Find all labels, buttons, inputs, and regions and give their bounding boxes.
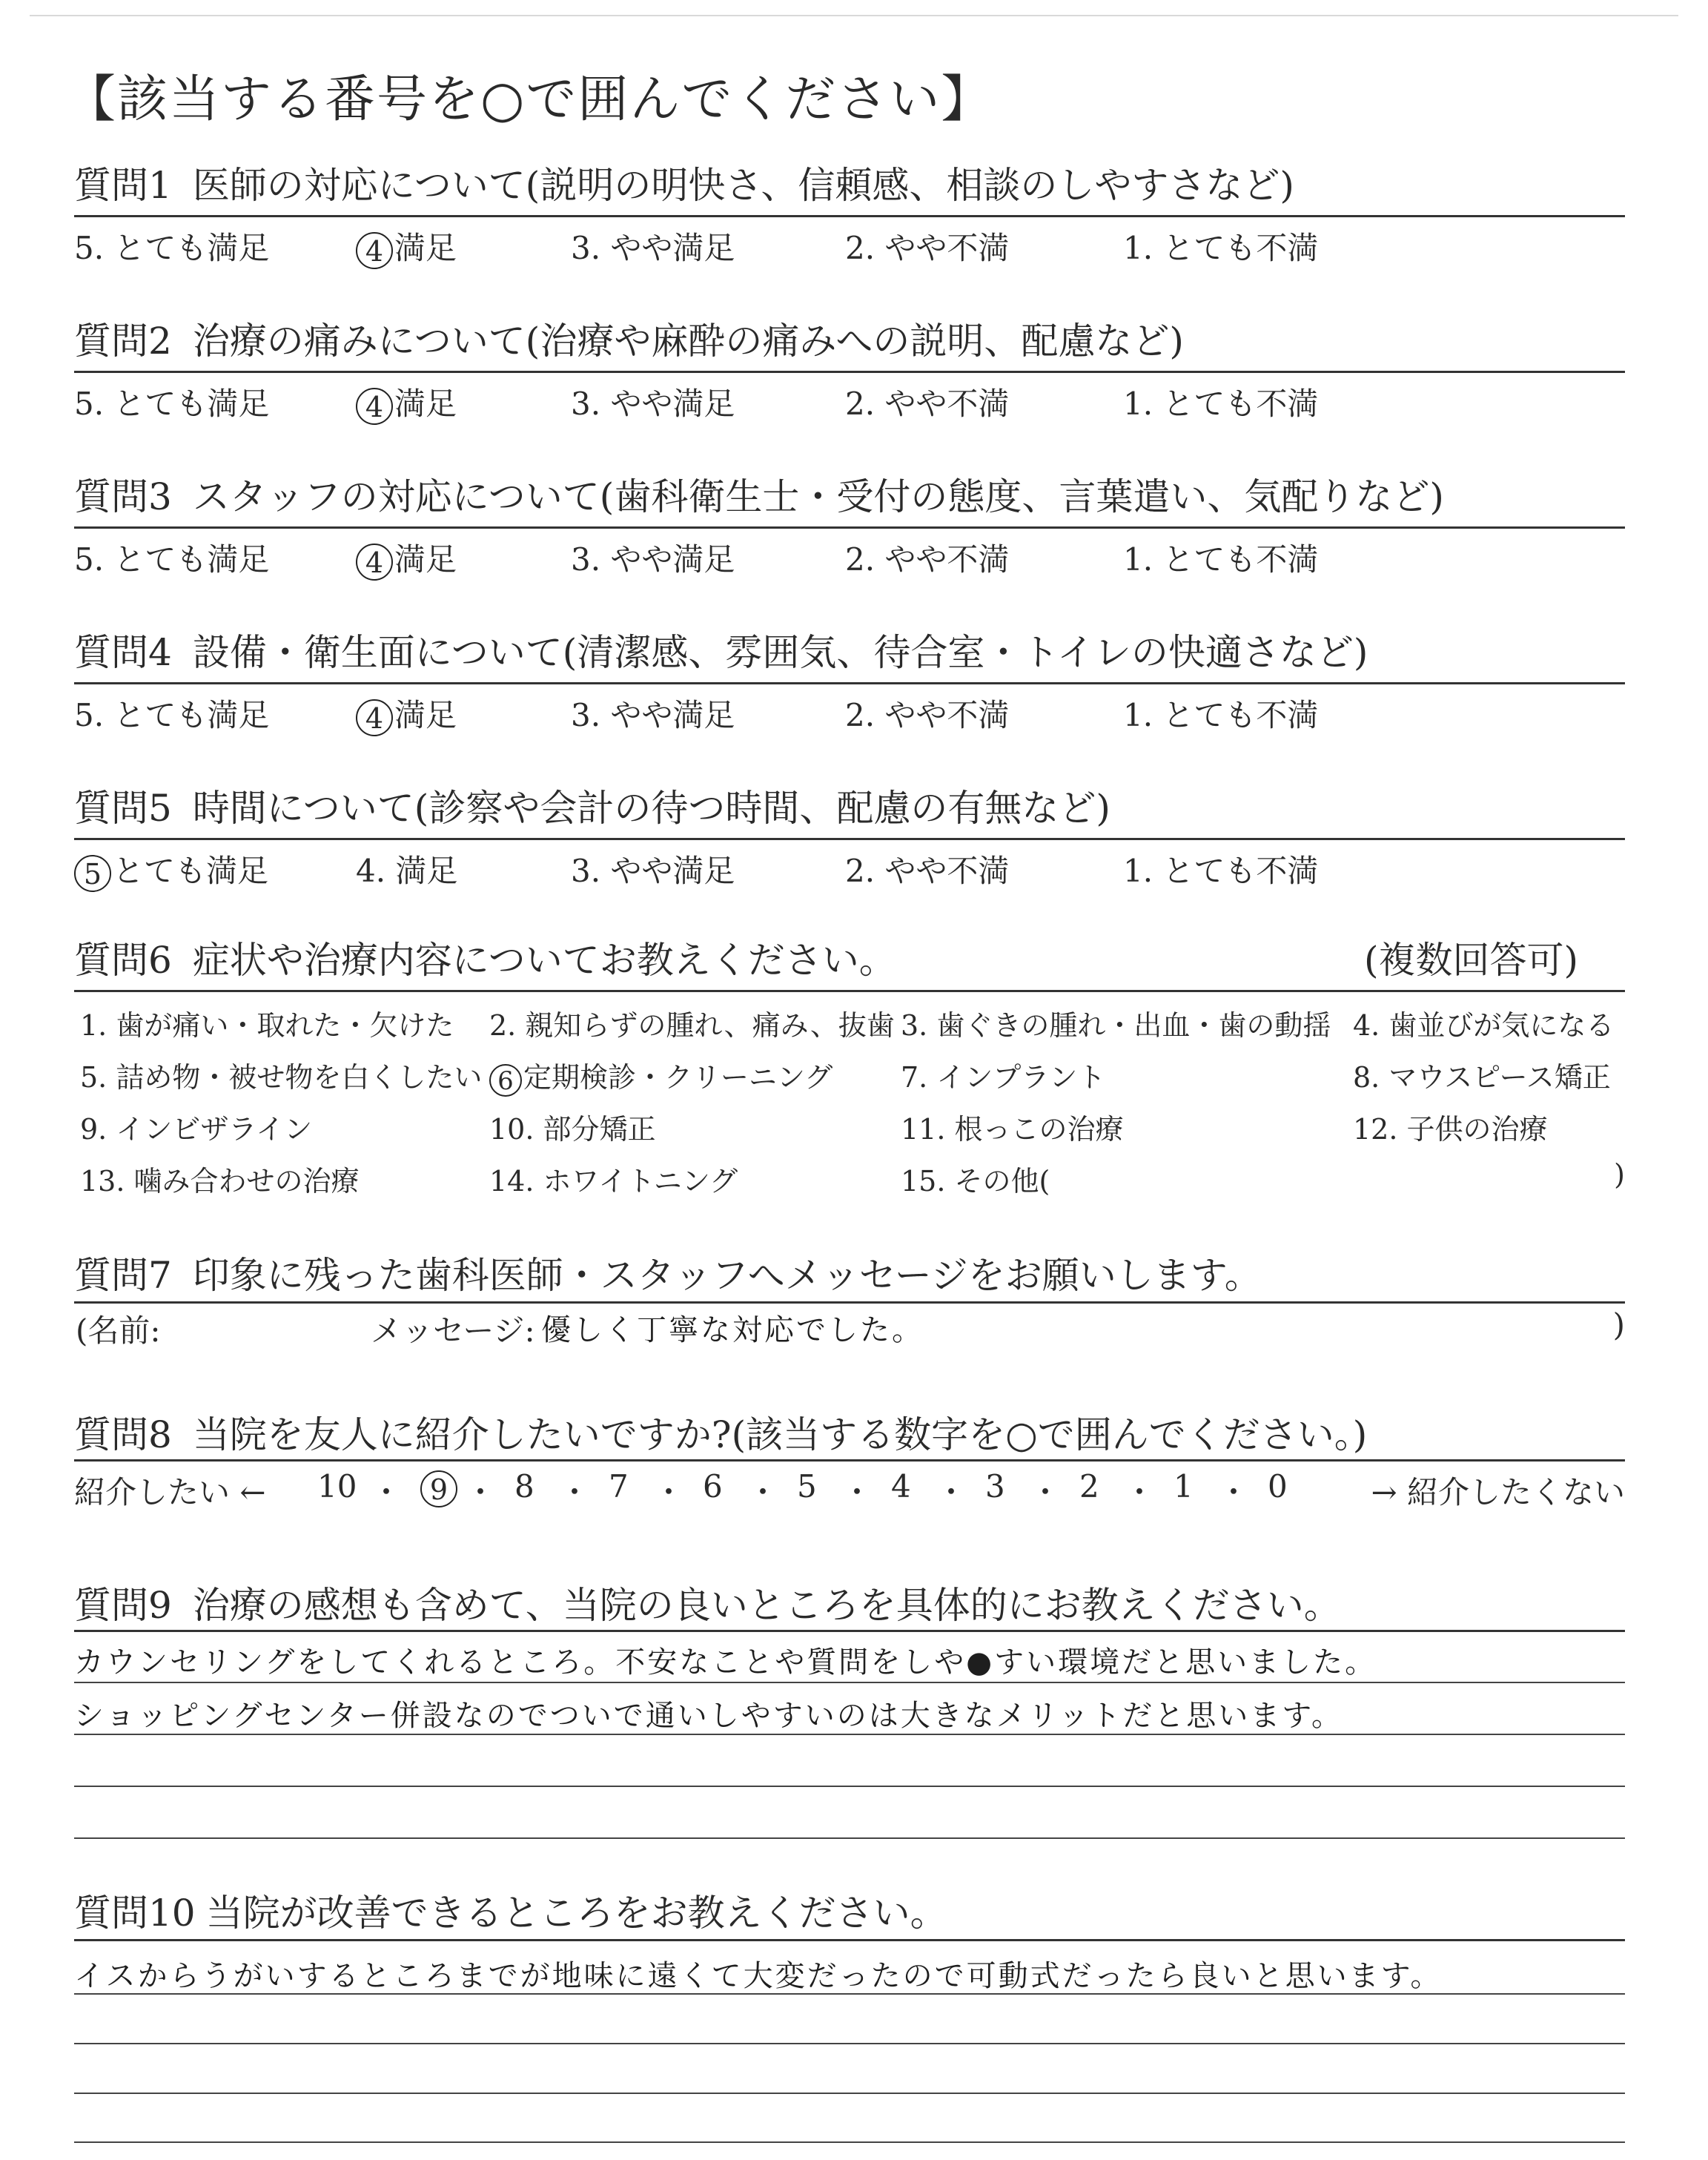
satisfaction-options	[74, 691, 1625, 736]
option-1[interactable]: 1. とても不満	[1123, 697, 1319, 733]
question-9-heading	[74, 1576, 1341, 1629]
option-4[interactable]	[356, 691, 457, 736]
scale-separator: ・	[653, 1474, 685, 1510]
question-number: 質問2	[74, 320, 172, 363]
treatment-option-15[interactable]: 15. その他(	[901, 1165, 1050, 1198]
question-1-heading	[74, 156, 1294, 209]
question-text: 医師の対応について(説明の明快さ、信頼感、相談のしやすさなど)	[192, 164, 1294, 207]
selected-circle: 4	[356, 388, 393, 425]
option-1[interactable]: 1. とても不満	[1123, 541, 1319, 578]
question-text: 治療の痛みについて(治療や麻酔の痛みへの説明、配慮など)	[192, 320, 1184, 363]
selected-circle: 4	[356, 544, 393, 581]
scale-value-10[interactable]: 10	[317, 1468, 357, 1505]
scale-value-9[interactable]	[420, 1468, 459, 1507]
answer-line	[74, 1682, 1625, 1683]
question-7-heading	[74, 1246, 1262, 1299]
treatment-option-12[interactable]: 12. 子供の治療	[1353, 1113, 1548, 1146]
option-1[interactable]: 1. とても不満	[1123, 230, 1319, 266]
top-border	[30, 15, 1678, 16]
treatment-option-11[interactable]: 11. 根っこの治療	[901, 1113, 1124, 1146]
option-3[interactable]: 3. やや満足	[571, 386, 735, 422]
option-1[interactable]: 1. とても不満	[1123, 853, 1319, 889]
question-number: 質問4	[74, 631, 172, 674]
question-6-heading	[74, 931, 1579, 984]
option-label: 満足	[394, 230, 457, 266]
treatment-option-3[interactable]: 3. 歯ぐきの腫れ・出血・歯の動揺	[901, 1009, 1331, 1042]
question-8-heading	[74, 1405, 1367, 1459]
good-points-answer-2: ショッピングセンター併設なのでついで通いしやすいのは大きなメリットだと思います。	[74, 1699, 1343, 1733]
question-3-heading	[74, 467, 1444, 521]
treatment-option-1[interactable]: 1. 歯が痛い・取れた・欠けた	[80, 1009, 454, 1042]
option-5[interactable]: 5. とても満足	[74, 386, 270, 422]
answer-line	[74, 2043, 1625, 2044]
selected-circle: 5	[74, 855, 111, 892]
close-paren: )	[1612, 1307, 1625, 1343]
question-text: 症状や治療内容についてお教えください。	[192, 939, 896, 982]
scale-separator: ・	[747, 1474, 779, 1510]
option-3[interactable]: 3. やや満足	[571, 230, 735, 266]
option-label: 満足	[394, 386, 457, 422]
option-5[interactable]	[74, 847, 268, 892]
option-2[interactable]: 2. やや不満	[845, 853, 1010, 889]
page-title: 【該当する番号を○で囲んでください】	[65, 70, 993, 129]
option-label: とても満足	[113, 853, 269, 889]
treatment-option-6[interactable]	[489, 1054, 833, 1097]
name-label: (名前:	[76, 1312, 161, 1349]
option-label: 満足	[394, 697, 457, 733]
option-5[interactable]: 5. とても満足	[74, 697, 270, 733]
scale-value-7[interactable]: 7	[609, 1468, 629, 1505]
answer-line	[74, 2141, 1625, 2143]
scale-separator: ・	[1124, 1474, 1156, 1510]
question-7-rule	[74, 1301, 1625, 1304]
handwritten-message: 優しく丁寧な対応でした。	[541, 1313, 924, 1347]
answer-line	[74, 2093, 1625, 2094]
answer-line	[74, 1837, 1625, 1839]
treatment-option-10[interactable]: 10. 部分矯正	[489, 1113, 656, 1146]
question-number: 質問9	[74, 1584, 172, 1627]
treatment-option-7[interactable]: 7. インプラント	[901, 1061, 1106, 1094]
treatment-option-5[interactable]: 5. 詰め物・被せ物を白くしたい	[80, 1061, 483, 1094]
option-4[interactable]: 4. 満足	[356, 853, 458, 889]
answer-line	[74, 1734, 1625, 1735]
question-2-heading	[74, 311, 1184, 365]
question-9-rule	[74, 1630, 1625, 1632]
option-2[interactable]: 2. やや不満	[845, 386, 1010, 422]
question-2-rule	[74, 371, 1625, 373]
option-2[interactable]: 2. やや不満	[845, 697, 1010, 733]
scale-separator: ・	[936, 1474, 967, 1510]
scale-value-6[interactable]: 6	[703, 1468, 723, 1505]
satisfaction-options	[74, 224, 1625, 268]
treatment-option-13[interactable]: 13. 噛み合わせの治療	[80, 1165, 360, 1198]
answer-line	[74, 1786, 1625, 1787]
option-4[interactable]	[356, 535, 457, 581]
option-4[interactable]	[356, 380, 457, 425]
scale-separator: ・	[465, 1474, 497, 1510]
selected-circle: 4	[356, 232, 393, 269]
scale-separator: ・	[559, 1474, 591, 1510]
selected-circle: 9	[420, 1470, 457, 1507]
question-number: 質問3	[74, 475, 172, 518]
option-label: 定期検診・クリーニング	[523, 1061, 833, 1094]
question-text: 時間について(診察や会計の待つ時間、配慮の有無など)	[192, 787, 1110, 830]
scale-value-0[interactable]: 0	[1268, 1468, 1288, 1505]
improvement-answer-1: イスからうがいするところまでが地味に遠くて大変だったので可動式だったら良いと思います。	[74, 1959, 1443, 1993]
question-4-heading	[74, 623, 1368, 676]
question-10-heading	[74, 1883, 947, 1937]
treatment-option-4[interactable]: 4. 歯並びが気になる	[1353, 1009, 1615, 1042]
option-label: 満足	[394, 541, 457, 578]
message-label: メッセージ:	[371, 1312, 535, 1349]
option-4[interactable]	[356, 224, 457, 269]
scale-value-8[interactable]: 8	[514, 1468, 534, 1505]
scale-separator: ・	[1030, 1474, 1062, 1510]
question-text: 当院が改善できるところをお教えください。	[205, 1892, 947, 1935]
selected-circle: 6	[489, 1064, 522, 1097]
scale-separator: ・	[1218, 1474, 1250, 1510]
option-2[interactable]: 2. やや不満	[845, 541, 1010, 578]
answer-line	[74, 1993, 1625, 1995]
scale-left-label: 紹介したい ←	[74, 1474, 266, 1510]
treatment-option-14[interactable]: 14. ホワイトニング	[489, 1165, 738, 1198]
scale-value-3[interactable]: 3	[985, 1468, 1005, 1505]
question-text: 治療の感想も含めて、当院の良いところを具体的にお教えください。	[192, 1584, 1341, 1627]
question-number: 質問8	[74, 1413, 172, 1456]
question-number: 質問6	[74, 939, 172, 982]
option-5[interactable]: 5. とても満足	[74, 541, 270, 578]
question-number: 質問10	[74, 1892, 196, 1935]
treatment-option-2[interactable]: 2. 親知らずの腫れ、痛み、抜歯	[489, 1009, 895, 1042]
satisfaction-options	[74, 380, 1625, 424]
scale-value-2[interactable]: 2	[1079, 1468, 1099, 1505]
option-5[interactable]: 5. とても満足	[74, 230, 270, 266]
satisfaction-options	[74, 847, 1625, 891]
scale-value-4[interactable]: 4	[891, 1468, 911, 1505]
satisfaction-options	[74, 535, 1625, 580]
scale-separator: ・	[841, 1474, 873, 1510]
question-1-rule	[74, 215, 1625, 217]
option-1[interactable]: 1. とても不満	[1123, 386, 1319, 422]
multiple-answer-note: (複数回答可)	[1364, 939, 1579, 982]
question-number: 質問5	[74, 787, 172, 830]
option-3[interactable]: 3. やや満足	[571, 541, 735, 578]
recommend-scale	[74, 1468, 1625, 1513]
question-number: 質問1	[74, 164, 172, 207]
question-text: 印象に残った歯科医師・スタッフへメッセージをお願いします。	[192, 1254, 1262, 1297]
treatment-option-9[interactable]: 9. インビザライン	[80, 1113, 313, 1146]
question-5-heading	[74, 779, 1110, 832]
question-text: スタッフの対応について(歯科衛生士・受付の態度、言葉遣い、気配りなど)	[192, 475, 1444, 518]
question-10-rule	[74, 1939, 1625, 1941]
question-number: 質問7	[74, 1254, 172, 1297]
question-6-rule	[74, 990, 1625, 992]
scale-value-5[interactable]: 5	[797, 1468, 817, 1505]
scale-separator: ・	[371, 1474, 403, 1510]
scale-value-1[interactable]: 1	[1174, 1468, 1194, 1505]
option-3[interactable]: 3. やや満足	[571, 697, 735, 733]
treatment-option-8[interactable]: 8. マウスピース矯正	[1353, 1061, 1611, 1094]
option-2[interactable]: 2. やや不満	[845, 230, 1010, 266]
question-4-rule	[74, 682, 1625, 684]
question-5-rule	[74, 838, 1625, 840]
question-3-rule	[74, 526, 1625, 529]
good-points-answer-1: カウンセリングをしてくれるところ。不安なことや質問をしや●すい環境だと思いました。	[74, 1645, 1377, 1680]
question-text: 当院を友人に紹介したいですか?(該当する数字を○で囲んでください。)	[192, 1413, 1368, 1456]
scale-right-label: → 紹介したくない	[1371, 1474, 1625, 1510]
selected-circle: 4	[356, 699, 393, 736]
question-text: 設備・衛生面について(清潔感、雰囲気、待合室・トイレの快適さなど)	[192, 631, 1368, 674]
option-3[interactable]: 3. やや満足	[571, 853, 735, 889]
other-close-paren: )	[1614, 1158, 1625, 1191]
question-8-rule	[74, 1459, 1625, 1462]
